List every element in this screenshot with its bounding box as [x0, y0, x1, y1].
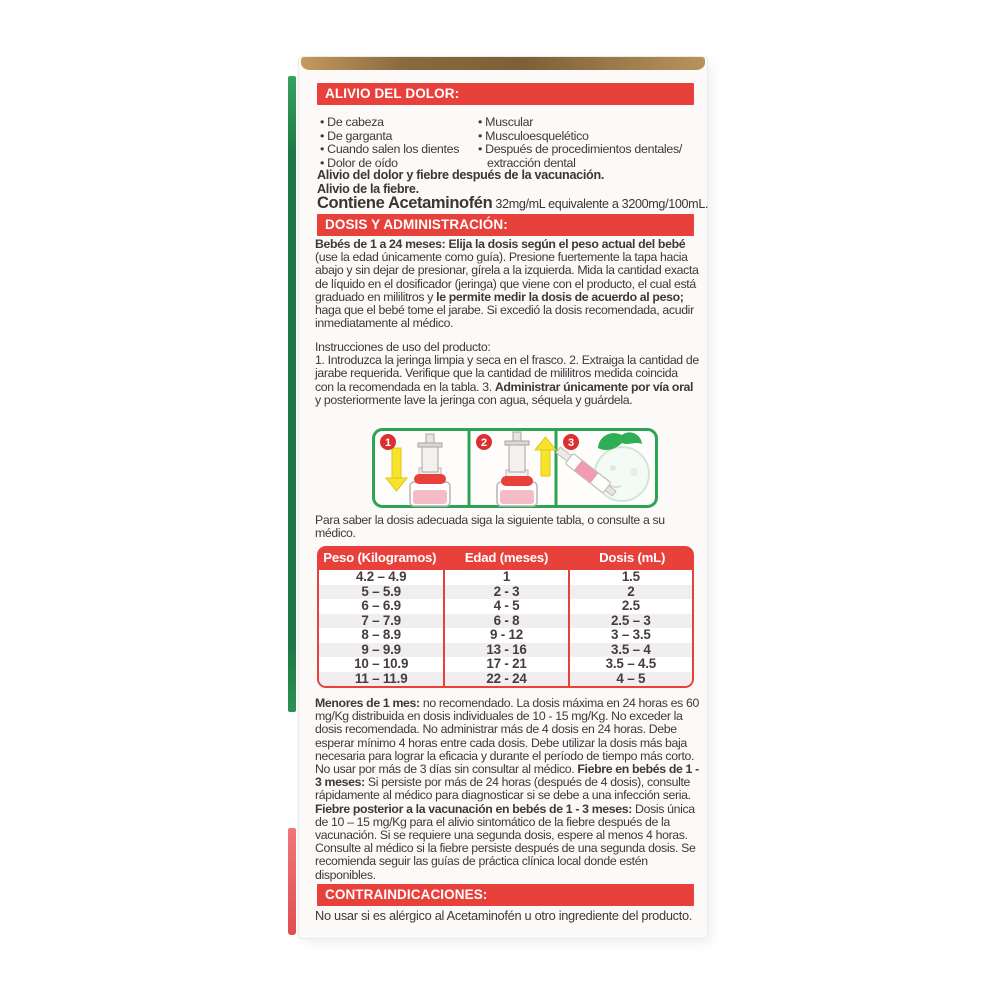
active-ingredient-line	[317, 194, 709, 213]
text-run: 1. Introduzca la jeringa limpia y seca en el frasco. 2. Extraiga la cantidad de jarabe requerida. Verifique que la cantidad de mililitros medida coincida con la recomendada en la tabla. 3.	[315, 353, 699, 394]
bullet-item: • Cuando salen los dientes	[320, 142, 460, 157]
red-cap-ring	[414, 474, 446, 484]
product-box-back-panel	[299, 57, 707, 938]
table-header-dose: Dosis (mL)	[568, 546, 694, 570]
dosage-table-row	[319, 614, 692, 629]
dosage-table-cell: 6 - 8	[443, 614, 567, 629]
dosage-table-body	[317, 570, 694, 688]
up-arrow-icon	[541, 450, 550, 476]
dosage-table-row	[319, 570, 692, 585]
bold-text-run: Fiebre posterior a la vacunación en bebés de 1 - 3 meses:	[315, 801, 636, 816]
dosage-table	[317, 546, 694, 688]
table-header-age: Edad (meses)	[443, 546, 569, 570]
usage-instructions-title: Instrucciones de uso del producto:	[315, 340, 491, 354]
usage-instructions	[315, 341, 699, 407]
dosage-table-row	[319, 643, 692, 658]
dosage-table-cell: 3.5 – 4.5	[568, 657, 692, 672]
relief-line-fever: Alivio de la fiebre.	[317, 182, 419, 197]
bullet-item: • Dolor de oído	[320, 155, 398, 170]
text-run: (use la edad únicamente como guía). Presione fuertemente la tapa hacia abajo y sin dejar de presionar, gírela a la izquierda. Mida la cantidad exacta de líquido en el dosificador (jeringa) que viene con el producto, el cual está graduado en mililitros y	[315, 250, 699, 304]
box-side-stripe-green	[288, 76, 296, 712]
baby-cheek	[630, 468, 638, 476]
table-header-weight: Peso (Kilogramos)	[323, 550, 437, 565]
section-header-dosage: DOSIS Y ADMINISTRACIÓN:	[317, 214, 694, 236]
box-top-flap-edge	[301, 57, 705, 70]
step-3-number: 3	[567, 437, 575, 449]
red-cap-ring	[501, 476, 533, 486]
text-run: haga que el bebé tome el jarabe. Si excedió la dosis recomendada, acudir inmediatamente al médico.	[315, 303, 694, 331]
bullet-item: • Muscular	[478, 115, 534, 129]
usage-steps-diagram	[372, 428, 658, 508]
dosage-table-cell: 9 – 9.9	[361, 641, 401, 657]
bullet-item: • De garganta	[320, 128, 393, 143]
bullet-item: • De cabeza	[320, 115, 384, 129]
dosage-notes-paragraph	[315, 697, 699, 882]
bold-text-run: Administrar únicamente por vía oral	[494, 379, 694, 394]
bullet-item: • Musculoesquelético	[478, 128, 589, 143]
step-1-number: 1	[384, 437, 392, 449]
dosage-table-cell: 13 - 16	[443, 643, 567, 658]
dosage-table-cell: 5 – 5.9	[361, 583, 401, 599]
dosage-table-row	[319, 628, 692, 643]
syringe-plunger	[513, 432, 521, 441]
dosage-table-cell: 1	[443, 570, 567, 585]
dosage-table-cell: 1.5	[568, 570, 692, 585]
bullet-item: • Después de procedimientos dentales/ extracción dental	[478, 142, 683, 170]
dosage-table-cell: 7 – 7.9	[361, 612, 401, 628]
section-header-contraindications: CONTRAINDICACIONES:	[317, 884, 694, 906]
dosage-table-cell: 2.5	[568, 599, 692, 614]
dosage-table-intro: Para saber la dosis adecuada siga la siguiente tabla, o consulte a su médico.	[315, 513, 665, 541]
dosage-table-cell: 11 – 11.9	[354, 670, 408, 686]
dosage-table-cell: 4 - 5	[443, 599, 567, 614]
dosage-table-cell: 8 – 8.9	[361, 627, 401, 642]
dosage-table-cell: 2 - 3	[443, 585, 567, 600]
bottle-liquid	[413, 490, 447, 504]
section-header-pain-relief: ALIVIO DEL DOLOR:	[317, 83, 694, 105]
dosage-table-cell: 9 - 12	[443, 628, 567, 643]
syringe-icon	[422, 446, 438, 472]
bullet-list-left	[317, 116, 475, 170]
dosage-paragraph	[315, 238, 699, 330]
dosage-table-cell: 3.5 – 4	[568, 643, 692, 658]
active-ingredient-concentration: 32mg/mL equivalente a 3200mg/100mL.	[492, 197, 709, 211]
contraindications-text: No usar si es alérgico al Acetaminofén u otro ingrediente del producto.	[315, 908, 693, 923]
active-ingredient-name: Contiene Acetaminofén	[317, 194, 493, 212]
dosage-table-cell: 4 – 5	[568, 672, 692, 687]
dosage-table-row	[319, 585, 692, 600]
dosage-table-cell: 6 – 6.9	[361, 598, 401, 613]
text-run: y posteriormente lave la jeringa con agua, séquela y guárdela.	[315, 392, 633, 407]
vaccination-relief-lines	[317, 168, 701, 196]
box-side-stripe-red	[288, 828, 296, 935]
dosage-table-cell: 10 – 10.9	[354, 656, 409, 671]
dosage-table-row	[319, 657, 692, 672]
dosage-table-cell: 2.5 – 3	[568, 614, 692, 629]
pain-relief-bullet-lists	[317, 116, 699, 170]
syringe-flange	[418, 443, 442, 447]
step-2-number: 2	[480, 437, 488, 449]
bold-text-run: le permite medir la dosis de acuerdo al peso;	[436, 289, 684, 304]
syringe-plunger	[426, 434, 434, 443]
bold-text-run: Menores de 1 mes:	[315, 696, 423, 710]
bottle-liquid	[500, 490, 534, 504]
dosage-table-cell: 2	[568, 585, 692, 600]
dosage-table-header-row	[317, 546, 694, 570]
dosage-table-row	[319, 672, 692, 687]
usage-instructions-steps	[315, 354, 699, 407]
down-arrow-icon	[392, 448, 401, 478]
syringe-flange	[505, 441, 529, 445]
dosage-table-row	[319, 599, 692, 614]
text-run: no recomendado. La dosis máxima en 24 horas es 60 mg/Kg distribuida en dosis individuales de 10 - 15 mg/Kg. No exceder la dosis recomendada. No administrar más de 4 dosis en 24 horas. Debe esperar mínimo 4 horas entre cada dosis. Debe utilizar la dosis más baja necesaria para lograr la eficacia y durante el período de tiempo más corto. No usar por más de 3 días sin consultar al médico.	[315, 696, 699, 777]
bold-text-run: Bebés de 1 a 24 meses: Elija la dosis según el peso actual del bebé	[315, 237, 686, 251]
baby-eye	[610, 465, 616, 471]
text-run: Si persiste por más de 24 horas (después de 4 dosis), consulte rápidamente al médico para diagnosticar si se debe a una infección seria.	[315, 775, 691, 803]
syringe-icon	[509, 444, 525, 472]
dosage-table-cell: 3 – 3.5	[568, 628, 692, 643]
dosage-table-cell: 22 - 24	[443, 672, 567, 687]
bold-text-run: Fiebre en bebés de 1 - 3 meses:	[315, 762, 699, 790]
text-run: Dosis única de 10 – 15 mg/Kg para el alivio sintomático de la fiebre después de la vacunación. Si se requiere una segunda dosis, espere al menos 4 horas. Consulte al médico si la fiebre persiste después de una segunda dosis. Se recomienda seguir las guías de práctica clínica local donde estén disponibles.	[315, 801, 696, 882]
bullet-list-right	[475, 116, 697, 170]
dosage-table-cell: 17 - 21	[443, 657, 567, 672]
dosage-table-cell: 4.2 – 4.9	[356, 570, 407, 584]
relief-line-vaccination: Alivio del dolor y fiebre después de la vacunación.	[317, 168, 605, 182]
